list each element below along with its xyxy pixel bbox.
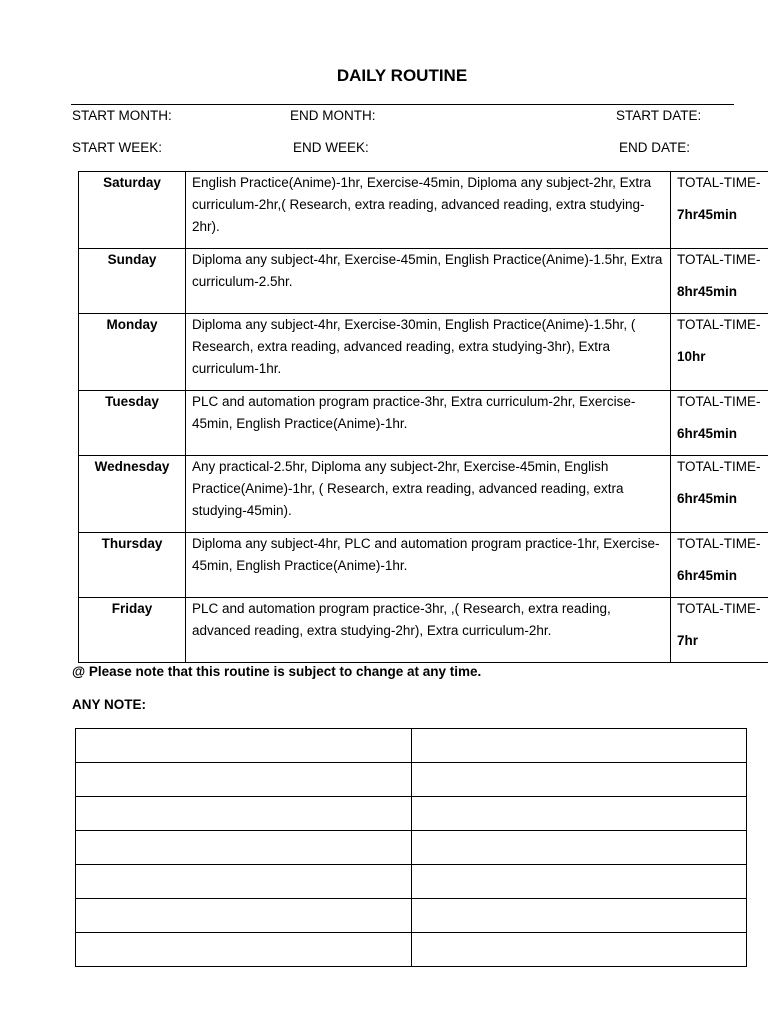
total-time-cell	[671, 249, 768, 314]
start-week-field: START WEEK:	[72, 140, 163, 155]
total-time-value: 7hr	[677, 633, 699, 648]
page-title: DAILY ROUTINE	[336, 66, 468, 85]
note-cell[interactable]	[76, 831, 412, 865]
note-cell[interactable]	[411, 763, 747, 797]
day-cell: Thursday	[79, 533, 186, 598]
note-cell[interactable]	[76, 763, 412, 797]
note-cell[interactable]	[411, 865, 747, 899]
table-row	[76, 763, 747, 797]
note-cell[interactable]	[76, 797, 412, 831]
table-row	[76, 933, 747, 967]
table-row	[76, 797, 747, 831]
table-row	[76, 831, 747, 865]
total-time-cell	[671, 314, 768, 391]
note-cell[interactable]	[411, 899, 747, 933]
activities-cell: Diploma any subject-4hr, PLC and automation program practice-1hr, Exercise-45min, English Practice(Anime)-1hr.	[186, 533, 671, 598]
day-cell: Tuesday	[79, 391, 186, 456]
table-row	[76, 865, 747, 899]
table-row	[76, 899, 747, 933]
header-divider	[71, 104, 734, 105]
total-time-value: 10hr	[677, 349, 706, 364]
total-time-label: TOTAL-TIME-	[677, 459, 761, 474]
table-row	[79, 249, 768, 314]
end-week-field: END WEEK:	[293, 140, 369, 155]
day-cell: Friday	[79, 598, 186, 663]
activities-cell: English Practice(Anime)-1hr, Exercise-45min, Diploma any subject-2hr, Extra curriculum-2hr,( Research, extra reading, advanced reading, extra studying-2hr).	[186, 172, 671, 249]
activities-cell: PLC and automation program practice-3hr, Extra curriculum-2hr, Exercise-45min, English Practice(Anime)-1hr.	[186, 391, 671, 456]
start-month-field: START MONTH:	[72, 108, 172, 123]
note-cell[interactable]	[411, 797, 747, 831]
note-cell[interactable]	[411, 933, 747, 967]
total-time-value: 7hr45min	[677, 207, 738, 222]
total-time-label: TOTAL-TIME-	[677, 601, 761, 616]
day-cell: Saturday	[79, 172, 186, 249]
total-time-value: 8hr45min	[677, 284, 738, 299]
table-row	[79, 598, 768, 663]
notes-table	[75, 728, 747, 967]
table-row	[79, 533, 768, 598]
table-row	[79, 456, 768, 533]
total-time-label: TOTAL-TIME-	[677, 252, 761, 267]
total-time-cell	[671, 456, 768, 533]
total-time-label: TOTAL-TIME-	[677, 394, 761, 409]
change-notice: @ Please note that this routine is subject to change at any time.	[72, 664, 482, 679]
total-time-value: 6hr45min	[677, 568, 738, 583]
any-note-label: ANY NOTE:	[72, 697, 147, 712]
start-date-field: START DATE:	[616, 108, 702, 123]
total-time-value: 6hr45min	[677, 426, 738, 441]
note-cell[interactable]	[76, 899, 412, 933]
note-cell[interactable]	[76, 729, 412, 763]
note-cell[interactable]	[411, 831, 747, 865]
note-cell[interactable]	[411, 729, 747, 763]
activities-cell: Diploma any subject-4hr, Exercise-45min, English Practice(Anime)-1.5hr, Extra curriculum-2.5hr.	[186, 249, 671, 314]
end-month-field: END MONTH:	[290, 108, 376, 123]
note-cell[interactable]	[76, 933, 412, 967]
total-time-label: TOTAL-TIME-	[677, 317, 761, 332]
total-time-cell	[671, 391, 768, 456]
table-row	[79, 391, 768, 456]
total-time-cell	[671, 533, 768, 598]
total-time-value: 6hr45min	[677, 491, 738, 506]
total-time-cell	[671, 172, 768, 249]
routine-table	[78, 171, 768, 663]
day-cell: Monday	[79, 314, 186, 391]
activities-cell: Diploma any subject-4hr, Exercise-30min, English Practice(Anime)-1.5hr, ( Research, extra reading, advanced reading, extra studying-3hr), Extra curriculum-1hr.	[186, 314, 671, 391]
day-cell: Sunday	[79, 249, 186, 314]
note-cell[interactable]	[76, 865, 412, 899]
activities-cell: Any practical-2.5hr, Diploma any subject-2hr, Exercise-45min, English Practice(Anime)-1hr, ( Research, extra reading, advanced reading, extra studying-45min).	[186, 456, 671, 533]
table-row	[76, 729, 747, 763]
table-row	[79, 172, 768, 249]
total-time-label: TOTAL-TIME-	[677, 536, 761, 551]
total-time-cell	[671, 598, 768, 663]
day-cell: Wednesday	[79, 456, 186, 533]
table-row	[79, 314, 768, 391]
end-date-field: END DATE:	[619, 140, 691, 155]
total-time-label: TOTAL-TIME-	[677, 175, 761, 190]
activities-cell: PLC and automation program practice-3hr, ,( Research, extra reading, advanced reading, extra studying-2hr), Extra curriculum-2hr.	[186, 598, 671, 663]
